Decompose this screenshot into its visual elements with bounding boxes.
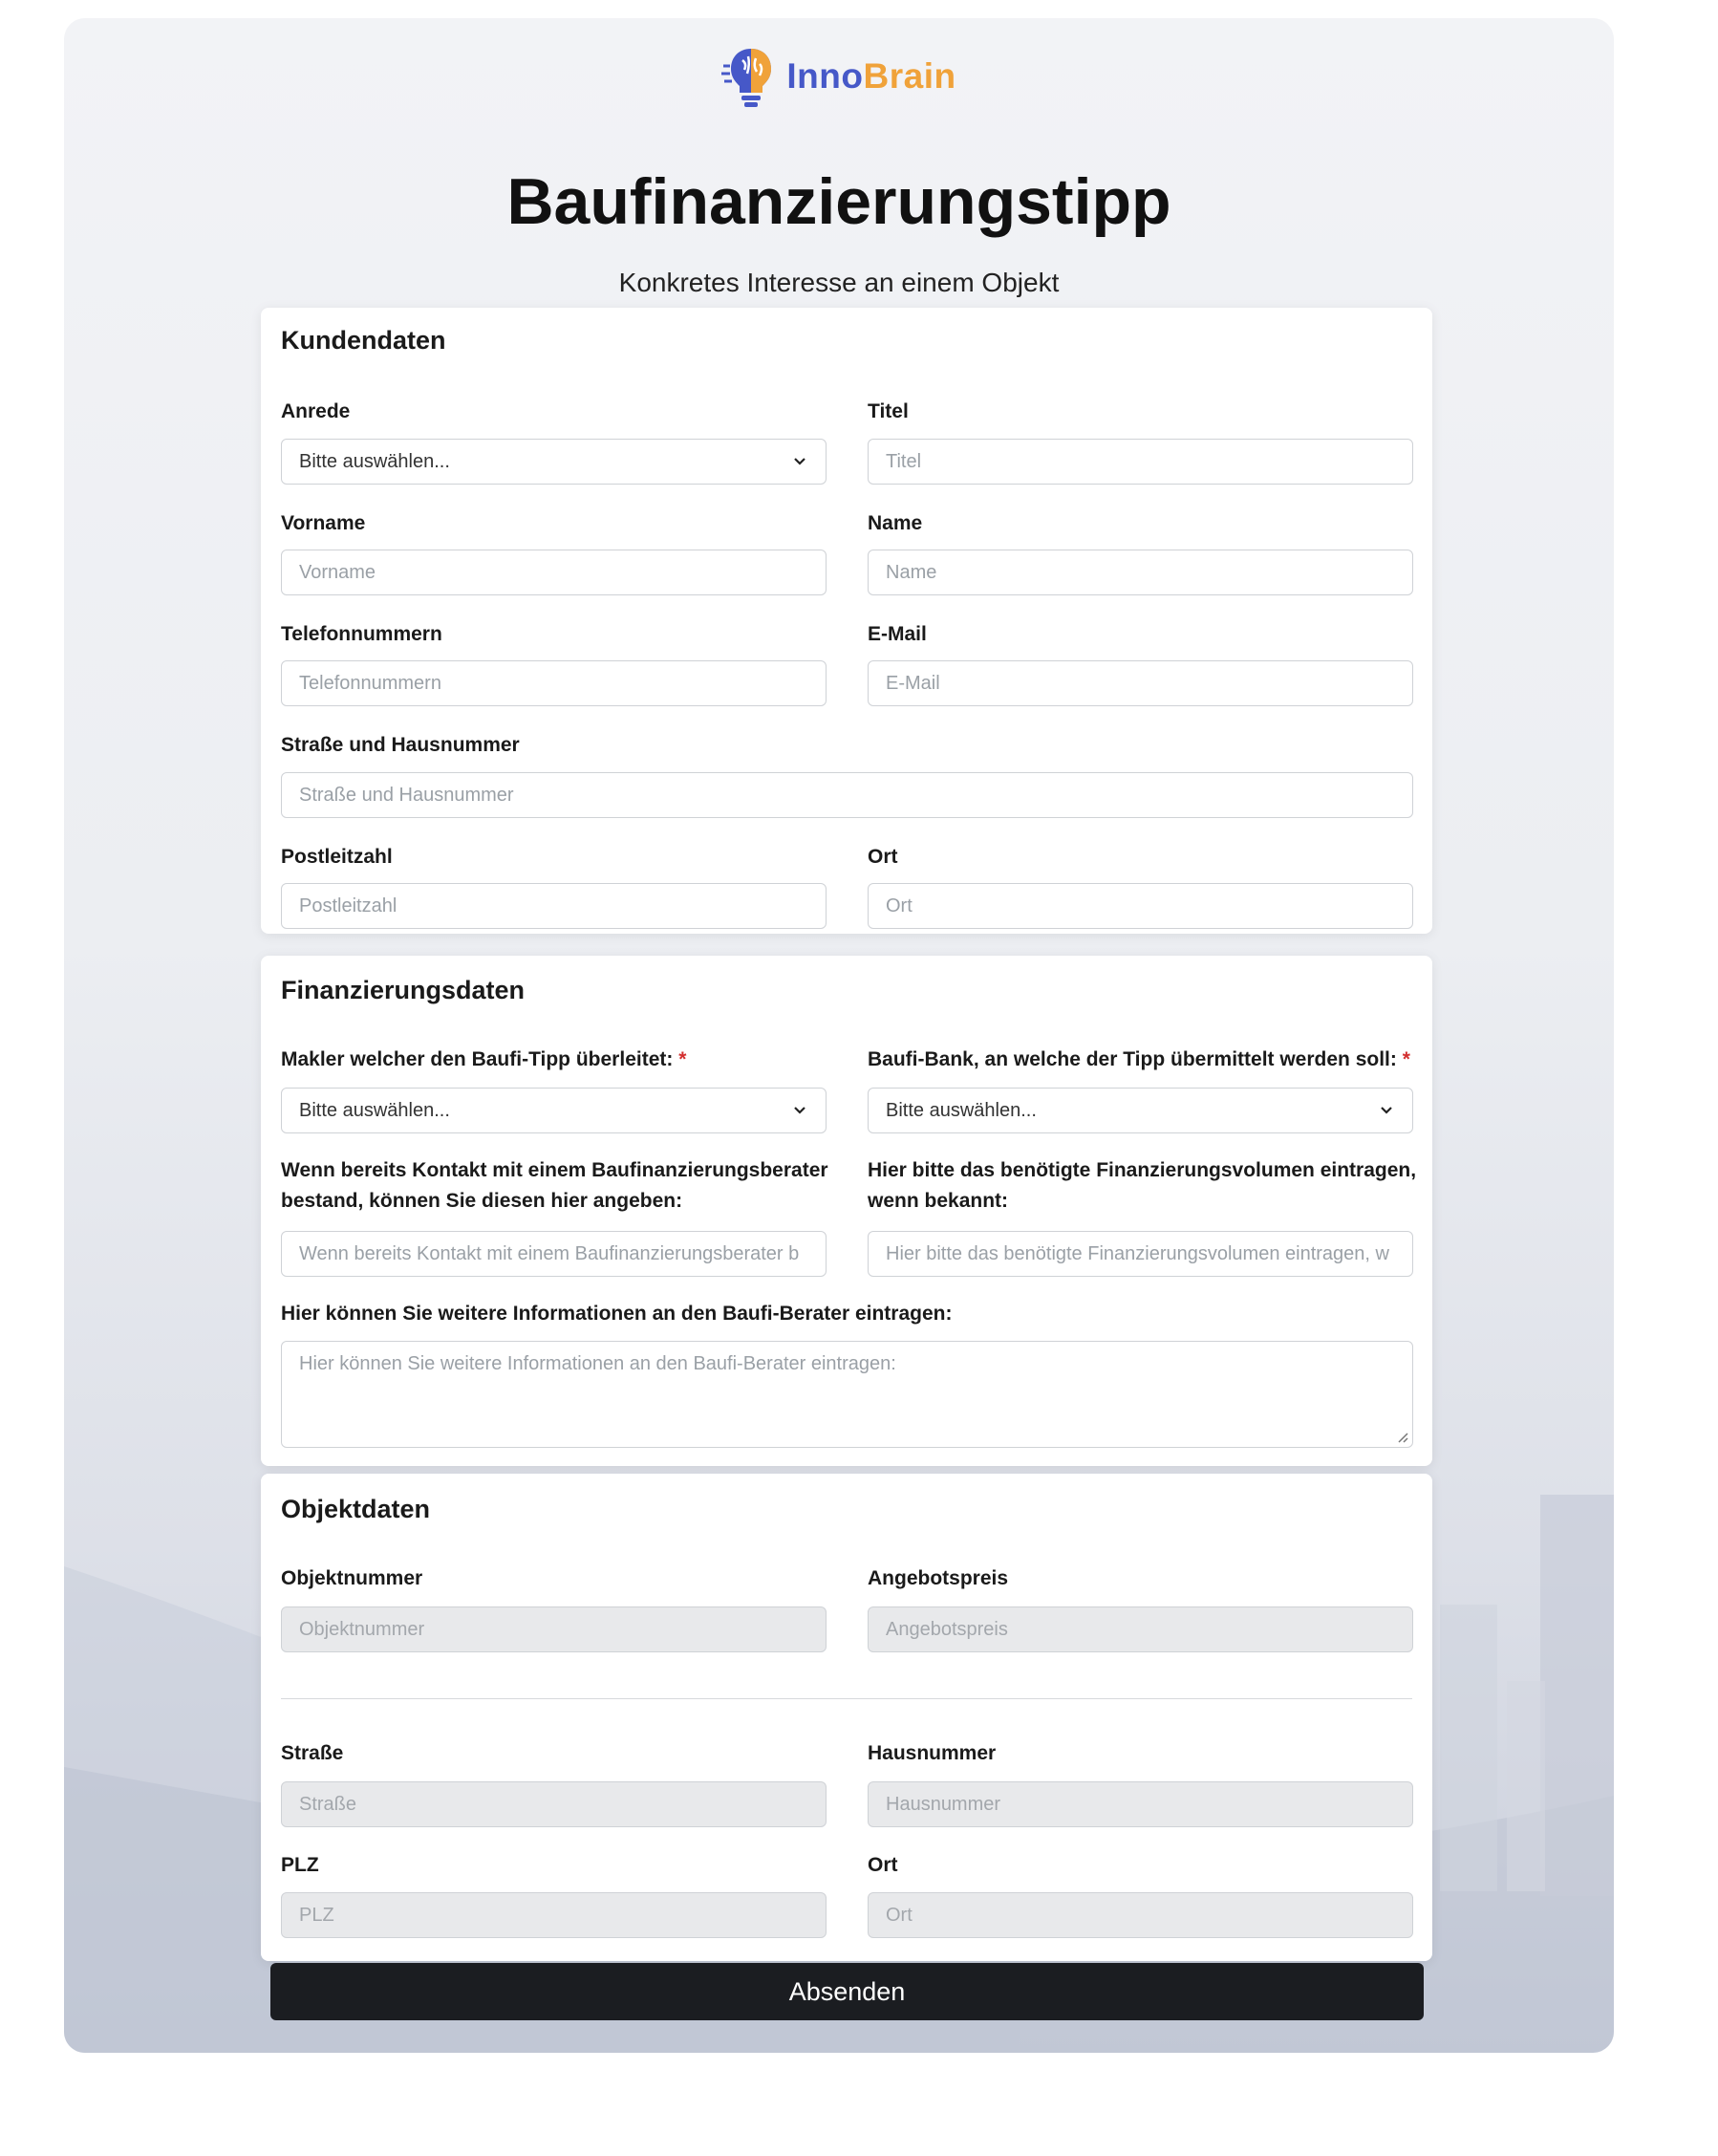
angebotspreis-input: Angebotspreis xyxy=(868,1606,1413,1652)
logo xyxy=(64,43,1614,110)
strasse-hausnummer-label: Straße und Hausnummer xyxy=(281,734,520,756)
objekt-plz-label: PLZ xyxy=(281,1854,319,1876)
volumen-input[interactable]: Hier bitte das benötigte Finanzierungsvolumen eintragen, w xyxy=(868,1231,1413,1277)
anrede-label: Anrede xyxy=(281,400,351,422)
anrede-value: Bitte auswählen... xyxy=(299,450,450,472)
telefon-label: Telefonnummern xyxy=(281,623,442,645)
chevron-down-icon xyxy=(791,1102,808,1119)
info-textarea[interactable] xyxy=(281,1341,1413,1448)
bank-select[interactable] xyxy=(868,1088,1413,1133)
info-placeholder: Hier können Sie weitere Informationen an den Baufi-Berater eintragen: xyxy=(299,1353,896,1374)
kundendaten-card xyxy=(261,308,1432,934)
anrede-select[interactable] xyxy=(281,439,827,485)
vorname-label: Vorname xyxy=(281,512,366,534)
ort-input[interactable]: Ort xyxy=(868,883,1413,929)
kundendaten-title: Kundendaten xyxy=(281,326,446,355)
objekt-ort-label: Ort xyxy=(868,1854,898,1876)
hausnummer-label: Hausnummer xyxy=(868,1742,997,1764)
objekt-ort-input: Ort xyxy=(868,1892,1413,1938)
objektdaten-title: Objektdaten xyxy=(281,1495,431,1523)
finanzierungsdaten-card xyxy=(261,956,1432,1466)
vorname-input[interactable]: Vorname xyxy=(281,550,827,595)
required-marker: * xyxy=(1402,1048,1410,1070)
angebotspreis-label: Angebotspreis xyxy=(868,1567,1009,1589)
plz-label: Postleitzahl xyxy=(281,846,393,868)
objekt-strasse-input: Straße xyxy=(281,1781,827,1827)
brain-lightbulb-icon xyxy=(721,43,781,110)
kontakt-label-line1: Wenn bereits Kontakt mit einem Baufinanzierungsberater xyxy=(281,1159,828,1181)
objektnummer-input: Objektnummer xyxy=(281,1606,827,1652)
makler-select[interactable] xyxy=(281,1088,827,1133)
telefon-input[interactable]: Telefonnummern xyxy=(281,660,827,706)
section-divider xyxy=(281,1698,1412,1699)
titel-label: Titel xyxy=(868,400,909,422)
kontakt-label-line2: bestand, können Sie diesen hier angeben: xyxy=(281,1190,683,1212)
chevron-down-icon xyxy=(791,453,808,470)
required-marker: * xyxy=(678,1048,687,1070)
kontakt-input[interactable]: Wenn bereits Kontakt mit einem Baufinanzierungsberater b xyxy=(281,1231,827,1277)
strasse-hausnummer-input[interactable]: Straße und Hausnummer xyxy=(281,772,1413,818)
info-label: Hier können Sie weitere Informationen an den Baufi-Berater eintragen: xyxy=(281,1303,953,1325)
email-input[interactable]: E-Mail xyxy=(868,660,1413,706)
makler-value: Bitte auswählen... xyxy=(299,1099,450,1121)
objekt-strasse-label: Straße xyxy=(281,1742,344,1764)
volumen-label-line1: Hier bitte das benötigte Finanzierungsvolumen eintragen, xyxy=(868,1159,1417,1181)
bank-value: Bitte auswählen... xyxy=(886,1099,1037,1121)
objektnummer-label: Objektnummer xyxy=(281,1567,423,1589)
page-title: Baufinanzierungstipp xyxy=(506,165,1171,238)
email-label: E-Mail xyxy=(868,623,927,645)
name-label: Name xyxy=(868,512,923,534)
plz-input[interactable]: Postleitzahl xyxy=(281,883,827,929)
bank-label: Baufi-Bank, an welche der Tipp übermittelt werden soll: * xyxy=(868,1048,1410,1070)
objekt-plz-input: PLZ xyxy=(281,1892,827,1938)
ort-label: Ort xyxy=(868,846,898,868)
volumen-label-line2: wenn bekannt: xyxy=(868,1190,1009,1212)
resize-handle-icon[interactable] xyxy=(1395,1430,1408,1443)
submit-button[interactable]: Absenden xyxy=(270,1963,1424,2020)
makler-label: Makler welcher den Baufi-Tipp überleitet: * xyxy=(281,1048,687,1070)
page-subtitle: Konkretes Interesse an einem Objekt xyxy=(618,268,1060,297)
objektdaten-card xyxy=(261,1474,1432,1961)
hausnummer-input: Hausnummer xyxy=(868,1781,1413,1827)
titel-input[interactable]: Titel xyxy=(868,439,1413,485)
chevron-down-icon xyxy=(1378,1102,1395,1119)
finanzierungsdaten-title: Finanzierungsdaten xyxy=(281,976,526,1004)
page-frame xyxy=(64,18,1614,2053)
logo-wordmark: InnoBrain xyxy=(786,56,956,96)
name-input[interactable]: Name xyxy=(868,550,1413,595)
